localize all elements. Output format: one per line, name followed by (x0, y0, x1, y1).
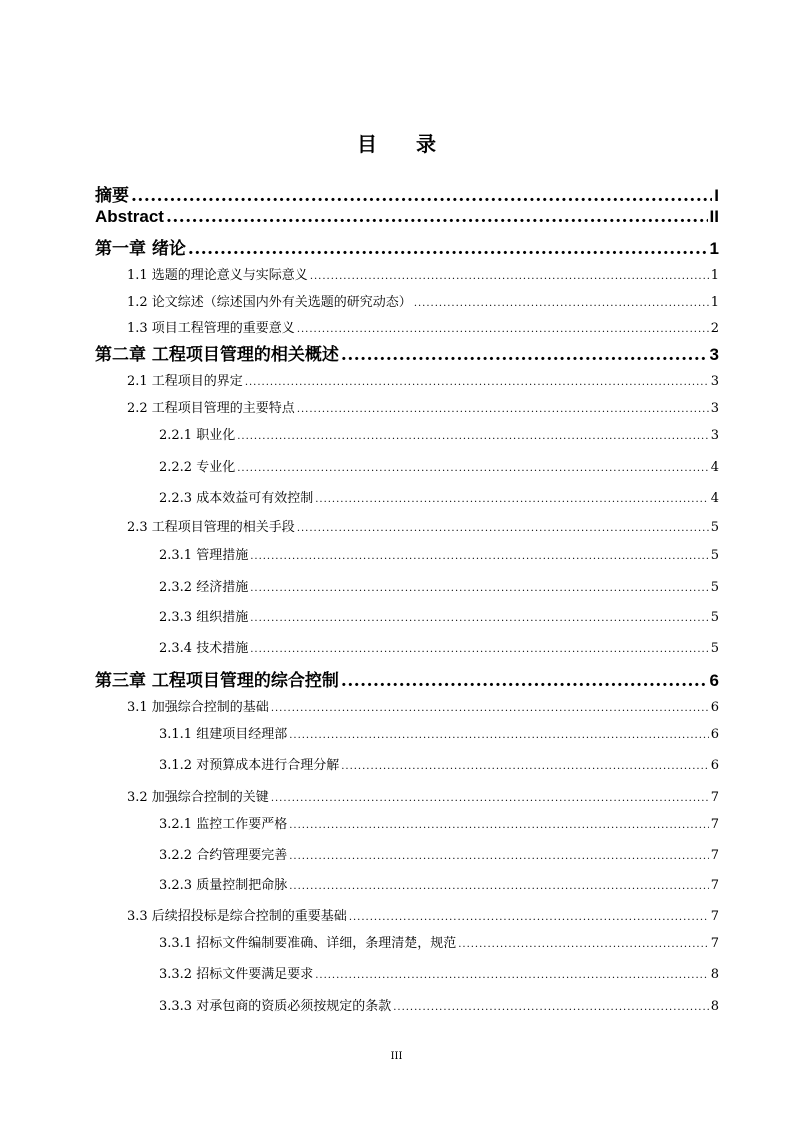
toc-entry[interactable] (127, 905, 719, 924)
toc-entry-label: 2.3.4 技术措施 (159, 641, 249, 656)
toc-entry[interactable] (159, 874, 719, 893)
toc-entry-page: 3 (709, 345, 719, 364)
dot-leader (414, 298, 709, 309)
toc-entry-label: 2.1 工程项目的界定 (127, 374, 243, 389)
page-number-footer: III (390, 1051, 403, 1062)
toc-entry-label: 3.2.1 监控工作要严格 (159, 817, 288, 832)
toc-entry-page: 7 (710, 790, 719, 805)
toc-entry-page: 5 (710, 548, 719, 563)
dot-leader (289, 820, 709, 831)
toc-entry-label: 3.3.2 招标文件要满足要求 (159, 967, 314, 982)
toc-entry-label: 3.3.3 对承包商的资质必须按规定的条款 (159, 999, 392, 1014)
toc-entry[interactable] (159, 963, 719, 982)
dot-leader (250, 583, 709, 594)
toc-entry-page: 6 (710, 727, 719, 742)
toc-entry-label: 2.3 工程项目管理的相关手段 (127, 520, 295, 535)
toc-entry-page: 5 (710, 580, 719, 595)
toc-entry-page: II (709, 207, 719, 226)
toc-entry[interactable] (127, 317, 719, 336)
dot-leader (188, 239, 708, 259)
dot-leader (245, 377, 709, 388)
dot-leader (297, 523, 709, 534)
toc-entry[interactable] (159, 754, 719, 773)
toc-entry-label: 2.3.3 组织措施 (159, 610, 249, 625)
toc-entry-page: 1 (709, 239, 719, 258)
dot-leader (341, 761, 709, 772)
toc-entry-chapter-1[interactable] (95, 234, 719, 259)
dot-leader (289, 881, 709, 892)
toc-entry-page: I (714, 186, 719, 205)
toc-entry-page: 7 (710, 878, 719, 893)
toc-entry-page: 7 (710, 909, 719, 924)
toc-entry-label: 1.2 论文综述（综述国内外有关选题的研究动态） (127, 295, 412, 310)
toc-entry-label: 第二章 工程项目管理的相关概述 (95, 345, 339, 365)
toc-entry-label: 2.3.2 经济措施 (159, 580, 249, 595)
dot-leader (315, 970, 709, 981)
toc-entry[interactable] (159, 424, 719, 443)
toc-entry[interactable] (159, 576, 719, 595)
toc-entry[interactable] (159, 723, 719, 742)
toc-entry-label: Abstract (95, 207, 164, 226)
toc-entry-label: 3.3 后续招投标是综合控制的重要基础 (127, 909, 347, 924)
toc-entry-label: 3.1 加强综合控制的基础 (127, 700, 269, 715)
dot-leader (289, 730, 709, 741)
dot-leader (250, 644, 709, 655)
toc-entry[interactable] (159, 637, 719, 656)
toc-entry-page: 4 (710, 460, 719, 475)
toc-entry-chapter-3[interactable] (95, 666, 719, 691)
dot-leader (131, 186, 712, 206)
dot-leader (315, 494, 709, 505)
dot-leader (349, 912, 709, 923)
toc-entry[interactable] (127, 264, 719, 283)
toc-entry-page: 8 (710, 999, 719, 1014)
toc-entry[interactable] (159, 487, 719, 506)
toc-entry-label: 3.2.2 合约管理要完善 (159, 848, 288, 863)
toc-entry-label: 第三章 工程项目管理的综合控制 (95, 671, 339, 691)
toc-entry[interactable] (127, 397, 719, 416)
toc-entry-label: 3.2 加强综合控制的关键 (127, 790, 269, 805)
toc-entry-label: 3.3.1 招标文件编制要准确、详细，条理清楚，规范 (159, 936, 457, 951)
toc-entry-page: 5 (710, 520, 719, 535)
toc-entry-page: 1 (710, 268, 719, 283)
dot-leader (250, 551, 709, 562)
dot-leader (237, 463, 709, 474)
toc-entry-page: 7 (710, 817, 719, 832)
dot-leader (289, 851, 709, 862)
dot-leader (458, 939, 709, 950)
toc-entry-page: 5 (710, 641, 719, 656)
toc-entry-label: 2.3.1 管理措施 (159, 548, 249, 563)
toc-entry-page: 7 (710, 936, 719, 951)
toc-entry-label: 2.2.1 职业化 (159, 428, 236, 443)
toc-entry-label: 1.3 项目工程管理的重要意义 (127, 321, 295, 336)
toc-entry[interactable] (127, 786, 719, 805)
toc-entry[interactable] (159, 456, 719, 475)
dot-leader (341, 671, 708, 691)
toc-entry-page: 5 (710, 610, 719, 625)
toc-entry[interactable] (159, 813, 719, 832)
dot-leader (250, 613, 709, 624)
toc-entry[interactable] (159, 544, 719, 563)
toc-entry[interactable] (159, 995, 719, 1014)
dot-leader (393, 1002, 709, 1013)
toc-entry[interactable] (127, 516, 719, 535)
toc-entry-label: 1.1 选题的理论意义与实际意义 (127, 268, 308, 283)
toc-entry[interactable] (127, 696, 719, 715)
toc-entry-page: 4 (710, 491, 719, 506)
dot-leader (297, 404, 709, 415)
toc-entry-page: 3 (710, 428, 719, 443)
toc-entry-page: 6 (710, 700, 719, 715)
toc-entry[interactable] (159, 606, 719, 625)
toc-entry-abstract-en[interactable] (95, 207, 719, 227)
toc-entry-label: 3.2.3 质量控制把命脉 (159, 878, 288, 893)
dot-leader (271, 703, 709, 714)
toc-entry-label: 第一章 绪论 (95, 239, 186, 259)
toc-entry-page: 3 (710, 401, 719, 416)
toc-entry-page: 2 (710, 321, 719, 336)
toc-entry-label: 2.2 工程项目管理的主要特点 (127, 401, 295, 416)
dot-leader (310, 271, 709, 282)
toc-entry-label: 摘要 (95, 186, 129, 206)
toc-entry[interactable] (127, 370, 719, 389)
toc-entry[interactable] (159, 932, 719, 951)
toc-entry-label: 2.2.3 成本效益可有效控制 (159, 491, 314, 506)
dot-leader (297, 324, 709, 335)
dot-leader (271, 793, 709, 804)
page-title: 目 录 (357, 132, 452, 156)
toc-entry-abstract-cn[interactable] (95, 181, 719, 206)
toc-entry-label: 2.2.2 专业化 (159, 460, 236, 475)
toc-entry-page: 3 (710, 374, 719, 389)
dot-leader (166, 207, 708, 227)
toc-entry[interactable] (127, 291, 719, 310)
toc-entry-label: 3.1.1 组建项目经理部 (159, 727, 288, 742)
toc-entry-label: 3.1.2 对预算成本进行合理分解 (159, 758, 340, 773)
toc-entry-chapter-2[interactable] (95, 340, 719, 365)
dot-leader (237, 431, 709, 442)
toc-entry-page: 6 (709, 671, 719, 690)
toc-entry[interactable] (159, 844, 719, 863)
toc-entry-page: 6 (710, 758, 719, 773)
toc-entry-page: 1 (710, 295, 719, 310)
dot-leader (341, 345, 708, 365)
toc-entry-page: 7 (710, 848, 719, 863)
toc-entry-page: 8 (710, 967, 719, 982)
